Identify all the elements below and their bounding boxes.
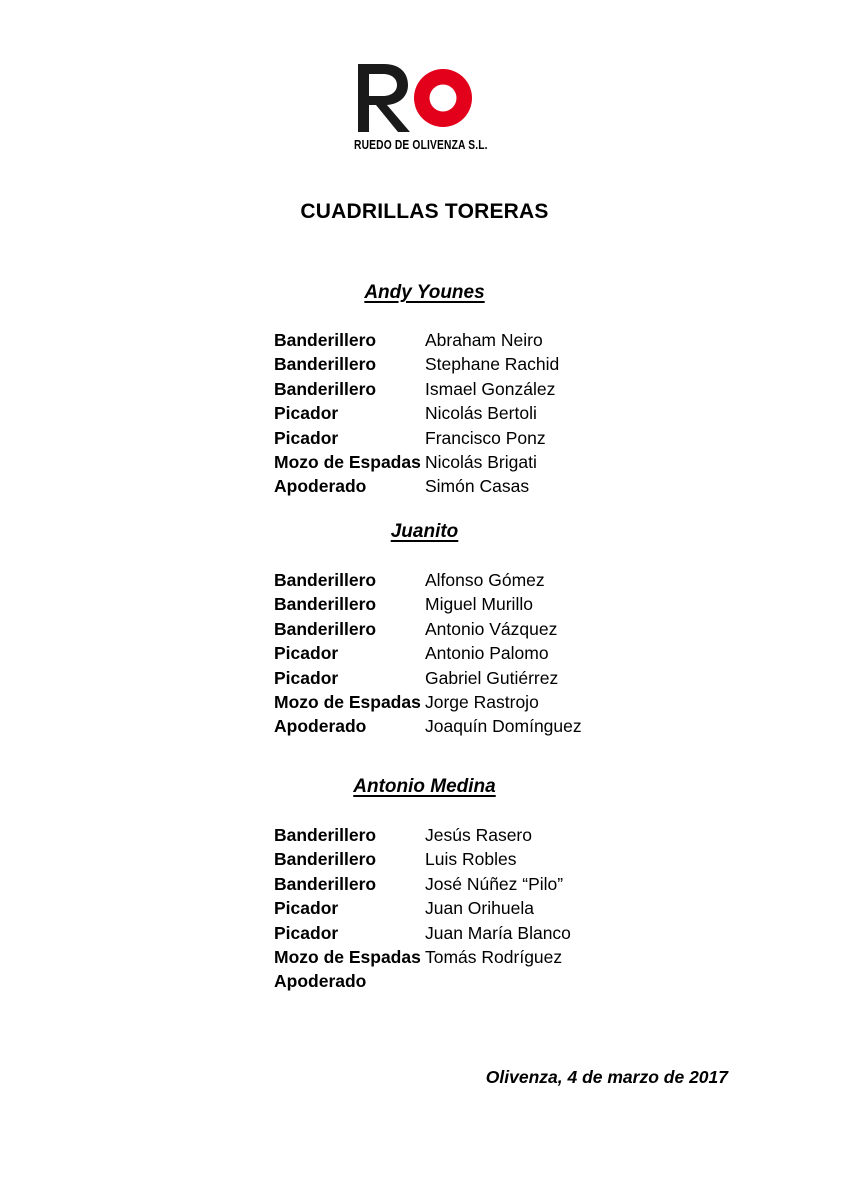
place-and-date: Olivenza, 4 de marzo de 2017 (485, 1067, 728, 1087)
torero-heading: Juanito (390, 521, 459, 542)
crew-role: Banderillero (274, 354, 377, 375)
crew-list (274, 823, 694, 994)
company-name: RUEDO DE OLIVENZA S.L. (354, 138, 488, 152)
crew-role: Mozo de Espadas (274, 946, 421, 967)
crew-name: Juan María Blanco (425, 922, 571, 943)
crew-row (274, 568, 694, 592)
crew-name: Antonio Vázquez (425, 618, 558, 639)
crew-row (274, 450, 694, 474)
crew-role: Picador (274, 667, 339, 688)
crew-name: Alfonso Gómez (425, 570, 545, 590)
crew-row (274, 847, 694, 871)
crew-name: Nicolás Bertoli (425, 403, 537, 424)
crew-role: Banderillero (274, 570, 377, 590)
crew-name: Juan Orihuela (425, 898, 534, 919)
crew-role: Apoderado (274, 476, 367, 497)
crew-row (274, 666, 694, 690)
crew-role: Banderillero (274, 378, 377, 399)
crew-row (274, 714, 694, 738)
crew-role: Picador (274, 427, 339, 448)
crew-row (274, 823, 694, 847)
crew-name: José Núñez “Pilo” (425, 873, 564, 894)
torero-heading: Andy Younes (364, 282, 485, 303)
crew-name: Miguel Murillo (425, 594, 533, 615)
crew-role: Picador (274, 643, 339, 664)
crew-row (274, 352, 694, 376)
crew-role: Banderillero (274, 825, 377, 845)
crew-name: Luis Robles (425, 849, 517, 870)
crew-row (274, 921, 694, 945)
crew-list (274, 568, 694, 739)
crew-name: Stephane Rachid (425, 354, 560, 375)
crew-name: Ismael González (425, 378, 556, 399)
torero-heading: Antonio Medina (353, 776, 496, 797)
crew-role: Banderillero (274, 873, 377, 894)
crew-row (274, 617, 694, 641)
crew-row (274, 945, 694, 969)
crew-row (274, 592, 694, 616)
crew-name: Abraham Neiro (425, 330, 543, 350)
crew-role: Mozo de Espadas (274, 451, 421, 472)
crew-name: Simón Casas (425, 476, 530, 497)
crew-role: Apoderado (274, 716, 367, 737)
crew-name: Gabriel Gutiérrez (425, 667, 559, 688)
crew-name: Jesús Rasero (425, 825, 532, 845)
crew-row (274, 690, 694, 714)
crew-role: Banderillero (274, 849, 377, 870)
crew-row (274, 401, 694, 425)
crew-list (274, 328, 694, 499)
crew-row (274, 377, 694, 401)
crew-row (274, 474, 694, 498)
crew-name: Jorge Rastrojo (425, 691, 539, 712)
crew-row (274, 896, 694, 920)
crew-role: Apoderado (274, 971, 367, 992)
document-title: CUADRILLAS TORERAS (300, 200, 549, 223)
crew-role: Mozo de Espadas (274, 691, 421, 712)
crew-row (274, 426, 694, 450)
crew-role: Banderillero (274, 594, 377, 615)
crew-row (274, 872, 694, 896)
crew-name: Tomás Rodríguez (425, 946, 563, 967)
crew-role: Banderillero (274, 618, 377, 639)
logo-letter-r (358, 64, 410, 132)
crew-name: Joaquín Domínguez (425, 716, 582, 737)
crew-row (274, 969, 694, 993)
crew-row (274, 328, 694, 352)
crew-role: Picador (274, 898, 339, 919)
crew-role: Picador (274, 922, 339, 943)
crew-name: Antonio Palomo (425, 643, 549, 664)
crew-row (274, 641, 694, 665)
crew-name: Francisco Ponz (425, 427, 546, 448)
crew-role: Picador (274, 403, 339, 424)
ro-logo-mark (354, 58, 484, 138)
crew-name: Nicolás Brigati (425, 451, 537, 472)
crew-role: Banderillero (274, 330, 377, 350)
